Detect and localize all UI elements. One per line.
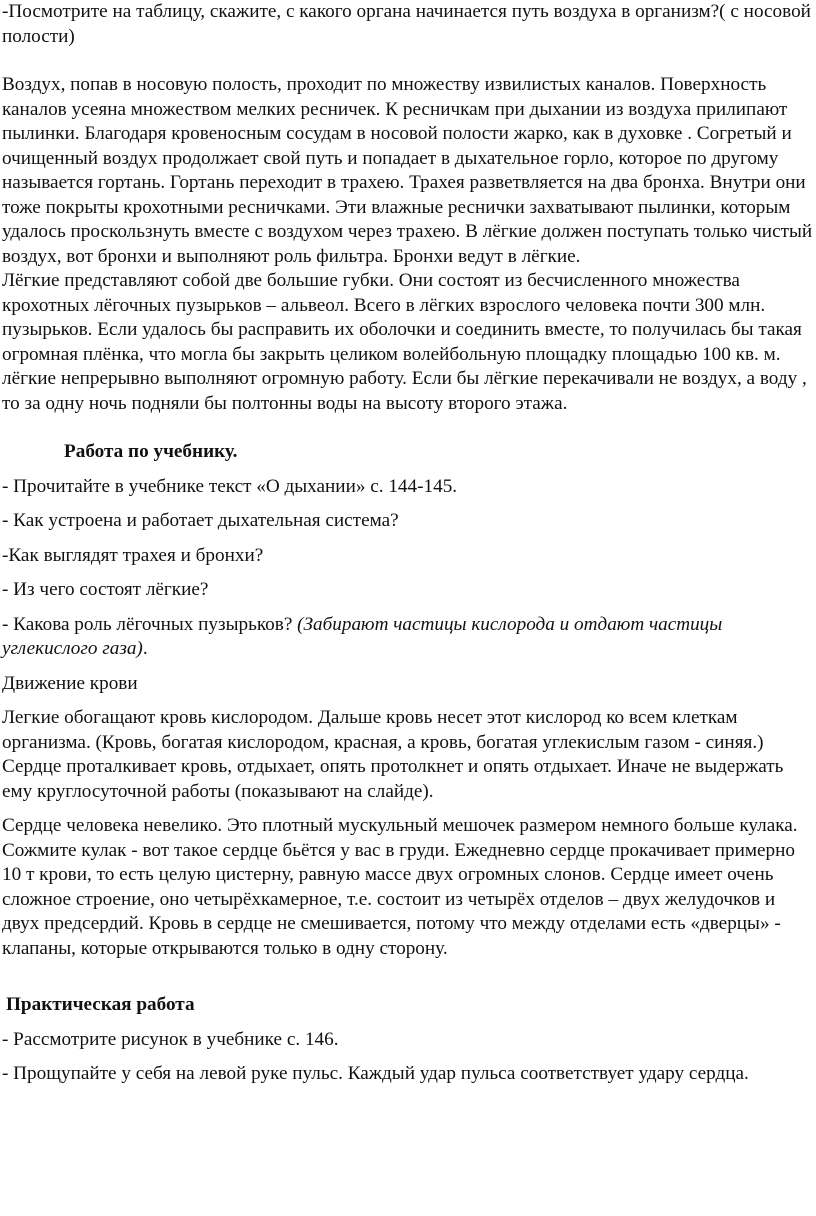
textbook-item: - Из чего состоят лёгкие? xyxy=(2,579,209,600)
paragraph-lungs: Лёгкие представляют собой две большие губки. Они состоят из бесчисленного множества крохотных лёгочных пузырьков – альвеол. Всего в лёгких взрослого человека почти 300 млн. пузырьков. Если удалось бы расправить их оболочки и соединить вместе, то получилась бы такая огромная плёнка, что могла бы закрыть целиком волейбольную площадку площадью 100 кв. м. лёгкие непрерывно выполняют огромную работу. Если бы лёгкие перекачивали не воздух, а воду , то за одну ночь подняли бы полтонны воды на высоту второго этажа. xyxy=(2,270,807,414)
textbook-heading: Работа по учебнику. xyxy=(64,441,238,462)
paragraph-nose: Воздух, попав в носовую полость, проходит по множеству извилистых каналов. Поверхность каналов усеяна множеством мелких ресничек. К ресничкам при дыхании из воздуха прилипают пылинки. Благодаря кровеносным сосудам в носовой полости жарко, как в духовке . Согретый и очищенный воздух продолжает свой путь и попадает в дыхательное горло, которое по другому называется гортань. Гортань переходит в трахею. Трахея разветвляется на два бронха. Внутри они тоже покрыты крохотными ресничками. Эти влажные реснички захватывают пылинки, которым удалось проскользнуть вместе с воздухом через трахею. В лёгкие должен поступать только чистый воздух, вот бронхи и выполняют роль фильтра. Бронхи ведут в лёгкие. xyxy=(2,74,813,267)
intro-question: -Посмотрите на таблицу, скажите, с какого органа начинается путь воздуха в организм?( с носовой полости) xyxy=(2,1,811,47)
textbook-item: -Как выглядят трахея и бронхи? xyxy=(2,544,264,566)
paragraph-heart: Сердце человека невелико. Это плотный мускульный мешочек размером немного больше кулака. Сожмите кулак - вот такое сердце бьётся у вас в груди. Ежедневно сердце прокачивает примерно 10 т крови, то есть целую цистерну, равную массе двух огромных слонов. Сердце имеет очень сложное строение, оно четырёхкамерное, т.е. состоит из четырёх отделов – двух желудочков и двух предсердий. Кровь в сердце не смешивается, потому что между отделами есть «дверцы» - клапаны, которые открываются только в одну сторону. xyxy=(2,815,798,959)
practical-item: - Прощупайте у себя на левой руке пульс. Каждый удар пульса соответствует удару сердца. xyxy=(2,1063,749,1084)
paragraph-blood: Легкие обогащают кровь кислородом. Дальше кровь несет этот кислород ко всем клеткам организма. (Кровь, богатая кислородом, красная, а кровь, богатая углекислым газом - синяя.) Сердце проталкивает кровь, отдыхает, опять протолкнет и опять отдыхает. Иначе не выдержать ему круглосуточной работы (показывают на слайде). xyxy=(2,707,784,802)
practical-heading: Практическая работа xyxy=(6,994,195,1015)
textbook-item: - Прочитайте в учебнике текст «О дыхании» с. 144-145. xyxy=(2,475,458,497)
alveoli-question: - Какова роль лёгочных пузырьков? xyxy=(2,613,298,635)
alveoli-period: . xyxy=(142,638,148,659)
alveoli-question-paragraph xyxy=(2,613,816,662)
textbook-item: - Как устроена и работает дыхательная система? xyxy=(2,510,399,531)
practical-item: - Рассмотрите рисунок в учебнике с. 146. xyxy=(2,1028,339,1050)
blood-heading: Движение крови xyxy=(2,672,138,694)
alveoli-answer: (Забирают частицы кислорода и отдают частицы углекислого газа) xyxy=(2,613,723,659)
